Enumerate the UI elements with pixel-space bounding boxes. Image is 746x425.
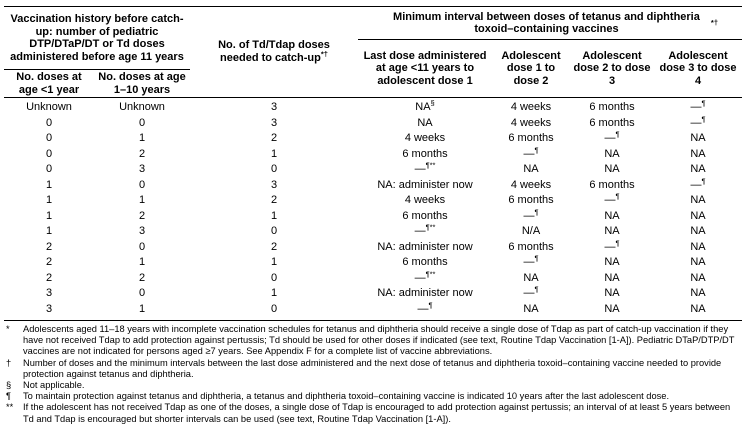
footnote (6, 391, 740, 402)
table-cell: 1 (270, 147, 278, 160)
table-cell: NA (690, 163, 706, 176)
cell-footnote-marker: ¶ (534, 284, 539, 294)
table-cell: NA (604, 147, 620, 160)
table-row (4, 240, 742, 256)
table-cell: NA (604, 209, 620, 222)
table-cell: 6 months (589, 101, 635, 114)
cell-footnote-marker: ¶ (534, 145, 539, 155)
left-subheader-row (4, 70, 190, 97)
footnote-text: To maintain protection against tetanus and diphtheria, a tetanus and diphtheria toxoid–containing vaccine is indicated 10 years after the last adolescent dose. (23, 391, 670, 402)
table-cell: —¶ (690, 176, 706, 191)
table-cell: NA: administer now (377, 178, 473, 191)
table-row (4, 286, 742, 302)
footnote (6, 358, 740, 380)
table-cell: 6 months (589, 116, 635, 129)
table-cell: —¶ (417, 300, 433, 315)
table-row (4, 131, 742, 147)
table-cell: 6 months (402, 256, 448, 269)
td-tdap-header-label: No. of Td/Tdap doses needed to catch-up*† (218, 39, 330, 64)
table-cell: —¶ (690, 114, 706, 129)
table-row (4, 209, 742, 225)
table-cell: 4 weeks (404, 132, 446, 145)
table-cell: 1 (270, 209, 278, 222)
table-cell: 1 (45, 194, 53, 207)
table-cell: 2 (138, 271, 146, 284)
table-cell: 4 weeks (510, 178, 552, 191)
table-cell: NA (690, 225, 706, 238)
col-header-dose-1-to-dose-2: Adolescent dose 1 to dose 2 (501, 49, 561, 87)
table-row (4, 178, 742, 194)
table-cell: 1 (138, 302, 146, 315)
cell-footnote-marker: ¶** (425, 269, 436, 279)
footnotes (4, 321, 742, 425)
cell-footnote-marker: ¶ (615, 129, 620, 139)
header-footnote-marker: *† (320, 49, 328, 59)
table-cell: NA (690, 240, 706, 253)
table-cell: 1 (138, 256, 146, 269)
footnote-marker: † (6, 357, 12, 368)
table-cell: 0 (270, 225, 278, 238)
table-cell: NA (690, 256, 706, 269)
table-cell: 6 months (508, 240, 554, 253)
table-cell: NA (523, 302, 539, 315)
table-cell: NA (690, 132, 706, 145)
table-cell: NA (604, 271, 620, 284)
table-cell: NA (690, 209, 706, 222)
table-cell: N/A (521, 225, 541, 238)
cell-footnote-marker: ¶ (615, 191, 620, 201)
cell-footnote-marker: ¶ (534, 207, 539, 217)
cell-footnote-marker: ¶** (425, 160, 436, 170)
col-header-doses-age-under-1: No. doses at age <1 year (16, 71, 82, 96)
table-cell: 3 (45, 287, 53, 300)
table-cell: 0 (270, 163, 278, 176)
table-cell: NA§ (415, 98, 435, 114)
cell-footnote-marker: § (430, 98, 435, 108)
table-cell: 2 (138, 147, 146, 160)
table-row (4, 116, 742, 132)
table-cell: NA: administer now (377, 287, 473, 300)
table-cell: —¶ (523, 253, 539, 269)
table-cell: 4 weeks (404, 194, 446, 207)
table-cell: 0 (138, 287, 146, 300)
table-cell: 3 (138, 163, 146, 176)
col-header-td-tdap-doses-needed (190, 7, 358, 97)
table-cell: 3 (270, 116, 278, 129)
header-group-vaccination-history (4, 7, 190, 97)
table-cell: 1 (138, 194, 146, 207)
table-cell: 0 (45, 116, 53, 129)
table-cell: NA (690, 287, 706, 300)
table-cell: —¶ (604, 191, 620, 207)
footnote-marker: * (6, 324, 10, 334)
table-row (4, 100, 742, 116)
col-header-dose-2-to-dose-3: Adolescent dose 2 to dose 3 (573, 49, 651, 87)
table-cell: 2 (45, 240, 53, 253)
table-row (4, 255, 742, 271)
table-cell: Unknown (119, 101, 165, 114)
table-cell: 6 months (402, 209, 448, 222)
table-cell: 4 weeks (510, 116, 552, 129)
table-row (4, 162, 742, 178)
table-cell: 2 (270, 132, 278, 145)
table-cell: 0 (45, 132, 53, 145)
footnote-text: Number of doses and the minimum intervals between the last dose administered and the next dose of tetanus and diphtheria toxoid–containing vaccine needed to provide protection against tetanus and diphtheria. (23, 357, 722, 379)
table-cell: —¶ (523, 145, 539, 160)
table-cell: 1 (138, 132, 146, 145)
header-group-minimum-interval (358, 7, 742, 97)
table-cell: —¶ (604, 129, 620, 145)
table-cell: —¶** (414, 222, 436, 238)
table-row (4, 224, 742, 240)
cell-footnote-marker: ¶** (425, 222, 436, 232)
footnote-marker: ¶ (6, 391, 11, 402)
table-cell: 2 (45, 271, 53, 284)
table-cell: NA (604, 163, 620, 176)
footnote-marker: § (6, 380, 12, 391)
table-body (4, 98, 742, 321)
table-row (4, 193, 742, 209)
table-cell: NA (523, 271, 539, 284)
table-cell: —¶ (604, 238, 620, 253)
col-header-dose-3-to-dose-4: Adolescent dose 3 to dose 4 (659, 49, 737, 87)
table-cell: NA (604, 302, 620, 315)
table-row (4, 147, 742, 163)
footnote (6, 324, 740, 358)
table-cell: 0 (138, 240, 146, 253)
cell-footnote-marker: ¶ (615, 238, 620, 248)
col-header-doses-age-1-10: No. doses at age 1–10 years (98, 71, 186, 96)
footnote-text: If the adolescent has not received Tdap as one of the doses, a single dose of Tdap is encouraged to add protection against pertussis; an interval of at least 5 years between Td and Tdap is encouraged but shorter intervals can be used (see text, Routine Tdap Vaccination [1-A]). (23, 402, 731, 424)
table-cell: 1 (270, 256, 278, 269)
table-cell: 0 (270, 302, 278, 315)
table-cell: 3 (45, 302, 53, 315)
table-cell: 2 (270, 240, 278, 253)
table-cell: NA (523, 163, 539, 176)
table-cell: 2 (138, 209, 146, 222)
table-cell: 6 months (589, 178, 635, 191)
table-cell: 0 (138, 178, 146, 191)
col-header-last-dose-to-dose-1: Last dose administered at age <11 years to adolescent dose 1 (363, 49, 487, 87)
footnote-marker: ** (6, 402, 14, 413)
table-cell: NA (604, 256, 620, 269)
table-cell: 1 (45, 225, 53, 238)
footnote-text: Adolescents aged 11–18 years with incomplete vaccination schedules for tetanus and diphtheria should receive a single dose of Tdap as part of catch-up vaccination if they have not received Tdap to add protection against pertussis; Td should be used for other doses if indicated (see text, Routine Tdap Vaccination [1-A]). Pediatric DTaP/DTP/DT vaccines are not indicated for persons aged ≥7 years. See Appendix F for a complete list of vaccine abbreviations. (23, 324, 735, 357)
table-cell: 0 (45, 163, 53, 176)
table-cell: NA (604, 287, 620, 300)
table-cell: NA (690, 147, 706, 160)
footnote (6, 380, 740, 391)
table-cell: —¶ (523, 207, 539, 222)
table-cell: 3 (270, 101, 278, 114)
table-cell: 1 (45, 209, 53, 222)
table-cell: NA (417, 116, 433, 129)
cell-footnote-marker: ¶ (701, 114, 706, 124)
table-cell: —¶** (414, 160, 436, 176)
footnote-text: Not applicable. (23, 380, 85, 391)
table-cell: —¶** (414, 269, 436, 284)
table-cell: Unknown (26, 101, 72, 114)
table-cell: —¶ (690, 98, 706, 114)
table-header (4, 6, 742, 98)
table-cell: 6 months (402, 147, 448, 160)
table-cell: 6 months (508, 132, 554, 145)
table-cell: 3 (138, 225, 146, 238)
table-cell: —¶ (523, 284, 539, 300)
right-subheader-row (358, 40, 742, 97)
cell-footnote-marker: ¶ (701, 176, 706, 186)
table-cell: 3 (270, 178, 278, 191)
right-group-header: Minimum interval between doses of tetanus and diphtheria toxoid–containing vaccines *† (358, 7, 742, 40)
table-cell: 0 (270, 271, 278, 284)
left-group-header: Vaccination history before catch-up: number of pediatric DTP/DTaP/DT or Td doses administered before age 11 years (4, 7, 190, 70)
cell-footnote-marker: ¶ (701, 98, 706, 108)
table-cell: NA (690, 271, 706, 284)
table-cell: 0 (45, 147, 53, 160)
table-cell: NA (604, 225, 620, 238)
table-cell: 1 (270, 287, 278, 300)
table-row (4, 302, 742, 318)
footnote (6, 402, 740, 424)
table-cell: NA (690, 302, 706, 315)
table-cell: 4 weeks (510, 101, 552, 114)
cell-footnote-marker: ¶ (428, 300, 433, 310)
table-cell: 6 months (508, 194, 554, 207)
table-cell: 0 (138, 116, 146, 129)
table-cell: NA (690, 194, 706, 207)
table-row (4, 271, 742, 287)
table-cell: 1 (45, 178, 53, 191)
table-cell: 2 (270, 194, 278, 207)
table-cell: 2 (45, 256, 53, 269)
table-cell: NA: administer now (377, 240, 473, 253)
cell-footnote-marker: ¶ (534, 253, 539, 263)
